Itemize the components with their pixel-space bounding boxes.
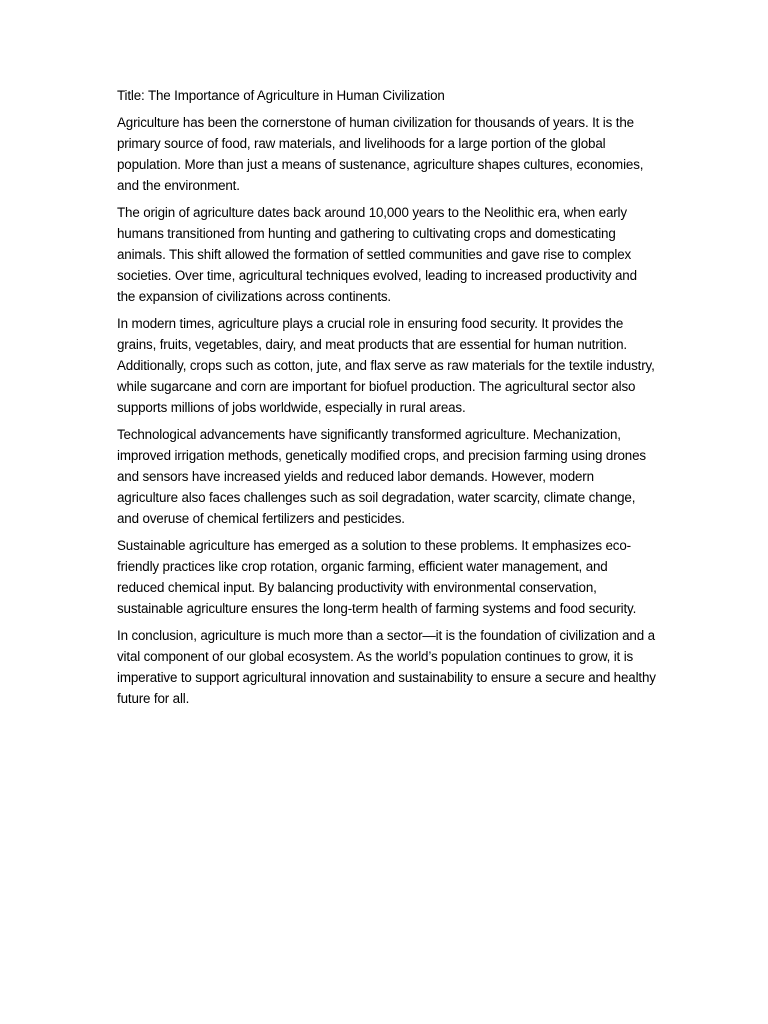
paragraph-technology: Technological advancements have significantly transformed agriculture. Mechanization, improved irrigation methods, genetically modified crops, and precision farming using drones and sensors have increased yields and reduced labor demands. However, modern agriculture also faces challenges such as soil degradation, water scarcity, climate change, and overuse of chemical fertilizers and pesticides. [117, 427, 646, 526]
paragraph-sustainable: Sustainable agriculture has emerged as a solution to these problems. It emphasizes eco-friendly practices like crop rotation, organic farming, efficient water management, and reduced chemical input. By balancing productivity with environmental conservation, sustainable agriculture ensures the long-term health of farming systems and food security. [117, 538, 637, 616]
document-body [117, 85, 657, 715]
paragraph-origin: The origin of agriculture dates back around 10,000 years to the Neolithic era, when early humans transitioned from hunting and gathering to cultivating crops and domesticating animals. This shift allowed the formation of settled communities and gave rise to complex societies. Over time, agricultural techniques evolved, leading to increased productivity and the expansion of civilizations across continents. [117, 205, 637, 304]
paragraph-modern-times: In modern times, agriculture plays a crucial role in ensuring food security. It provides the grains, fruits, vegetables, dairy, and meat products that are essential for human nutrition. Additionally, crops such as cotton, jute, and flax serve as raw materials for the textile industry, while sugarcane and corn are important for biofuel production. The agricultural sector also supports millions of jobs worldwide, especially in rural areas. [117, 316, 655, 415]
paragraph-introduction: Agriculture has been the cornerstone of human civilization for thousands of years. It is the primary source of food, raw materials, and livelihoods for a large portion of the global population. More than just a means of sustenance, agriculture shapes cultures, economies, and the environment. [117, 115, 644, 193]
document-title: Title: The Importance of Agriculture in Human Civilization [117, 88, 445, 103]
paragraph-conclusion: In conclusion, agriculture is much more than a sector—it is the foundation of civilization and a vital component of our global ecosystem. As the world’s population continues to grow, it is imperative to support agricultural innovation and sustainability to ensure a secure and healthy future for all. [117, 628, 656, 706]
